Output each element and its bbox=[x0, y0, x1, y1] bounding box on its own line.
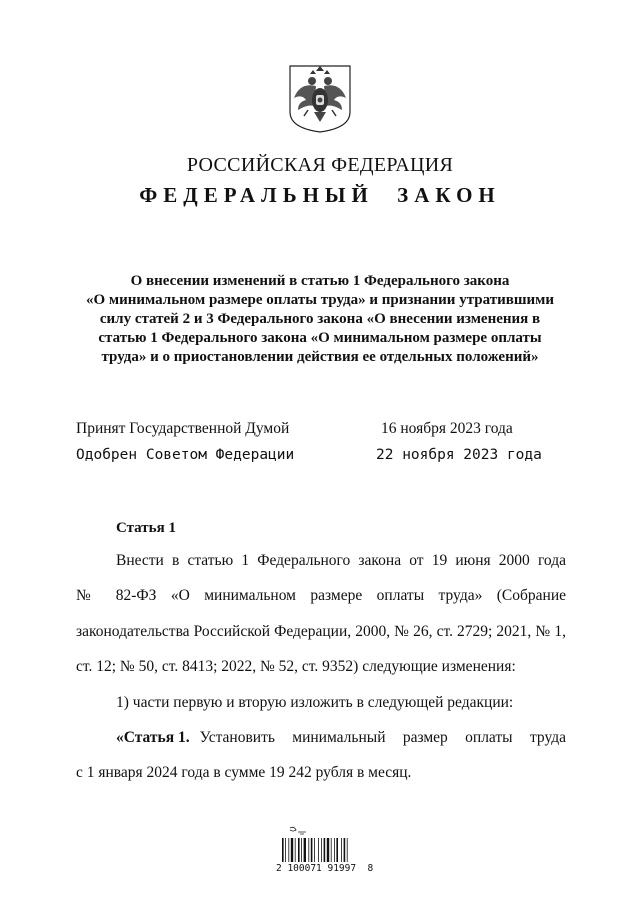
coat-of-arms-icon bbox=[288, 64, 352, 134]
amendment-item: 1) части первую и вторую изложить в следующей редакции: bbox=[116, 694, 514, 711]
law-title-line: О внесении изменений в статью 1 Федерального закона bbox=[130, 273, 510, 289]
quoted-article-prefix: «Статья 1. bbox=[116, 729, 190, 746]
barcode-bar bbox=[308, 838, 309, 862]
article-body-line: законодательства Российской Федерации, 2000, № 26, ст. 2729; 2021, № 1, bbox=[76, 623, 566, 640]
barcode-number: 2 100071 91997 8 bbox=[276, 863, 374, 874]
barcode-bar bbox=[344, 838, 346, 862]
barcode-bar bbox=[291, 838, 293, 862]
barcode-bar bbox=[282, 838, 284, 862]
council-approval-label: Одобрен Советом Федерации bbox=[76, 447, 295, 463]
article-body-line: Внести в статью 1 Федерального закона от 19 июня 2000 года bbox=[116, 552, 566, 569]
document-type: ФЕДЕРАЛЬНЫЙ ЗАКОН bbox=[139, 183, 501, 207]
barcode-bar bbox=[347, 838, 348, 862]
council-approval-date: 22 ноября 2023 года bbox=[376, 447, 542, 463]
barcode-bar bbox=[334, 838, 335, 862]
barcode-bar bbox=[314, 838, 315, 862]
barcode-bar bbox=[285, 838, 286, 862]
article-body-line: ст. 12; № 50, ст. 8413; 2022, № 52, ст. 9352) следующие изменения: bbox=[76, 658, 516, 675]
quoted-article-continuation: с 1 января 2024 года в сумме 19 242 рубля в месяц. bbox=[76, 764, 412, 781]
country-name: РОССИЙСКАЯ ФЕДЕРАЦИЯ bbox=[186, 154, 454, 176]
law-title-line: труда» и о приостановлении действия ее отдельных положений» bbox=[101, 349, 539, 365]
law-title-line: статью 1 Федерального закона «О минимальном размере оплаты bbox=[98, 330, 542, 346]
barcode-bar bbox=[288, 838, 289, 862]
barcode-bar bbox=[318, 838, 319, 862]
barcode-bar bbox=[336, 838, 338, 862]
law-title bbox=[70, 272, 570, 367]
barcode-bar bbox=[321, 838, 322, 862]
barcode-bar bbox=[295, 838, 296, 862]
law-title-line: силу статей 2 и 3 Федерального закона «О внесении изменения в bbox=[99, 311, 541, 327]
quoted-article bbox=[116, 729, 566, 747]
law-title-line: «О минимальном размере оплаты труда» и признании утратившими bbox=[85, 292, 554, 308]
article-body-line: № 82-ФЗ «О минимальном размере оплаты труда» (Собрание bbox=[76, 587, 566, 604]
duma-adoption-date: 16 ноября 2023 года bbox=[381, 420, 513, 437]
barcode-bar bbox=[324, 838, 326, 862]
duma-adoption-label: Принят Государственной Думой bbox=[76, 420, 290, 437]
barcode-bar bbox=[298, 838, 300, 862]
barcode-bar bbox=[301, 838, 302, 862]
barcode-bar bbox=[327, 838, 329, 862]
quoted-article-text: Установить минимальный размер оплаты труда bbox=[199, 729, 566, 746]
barcode-bar bbox=[311, 838, 313, 862]
barcode-bar bbox=[341, 838, 342, 862]
barcode-bar bbox=[304, 838, 306, 862]
barcode-bar bbox=[331, 838, 332, 862]
article-heading: Статья 1 bbox=[116, 520, 176, 536]
